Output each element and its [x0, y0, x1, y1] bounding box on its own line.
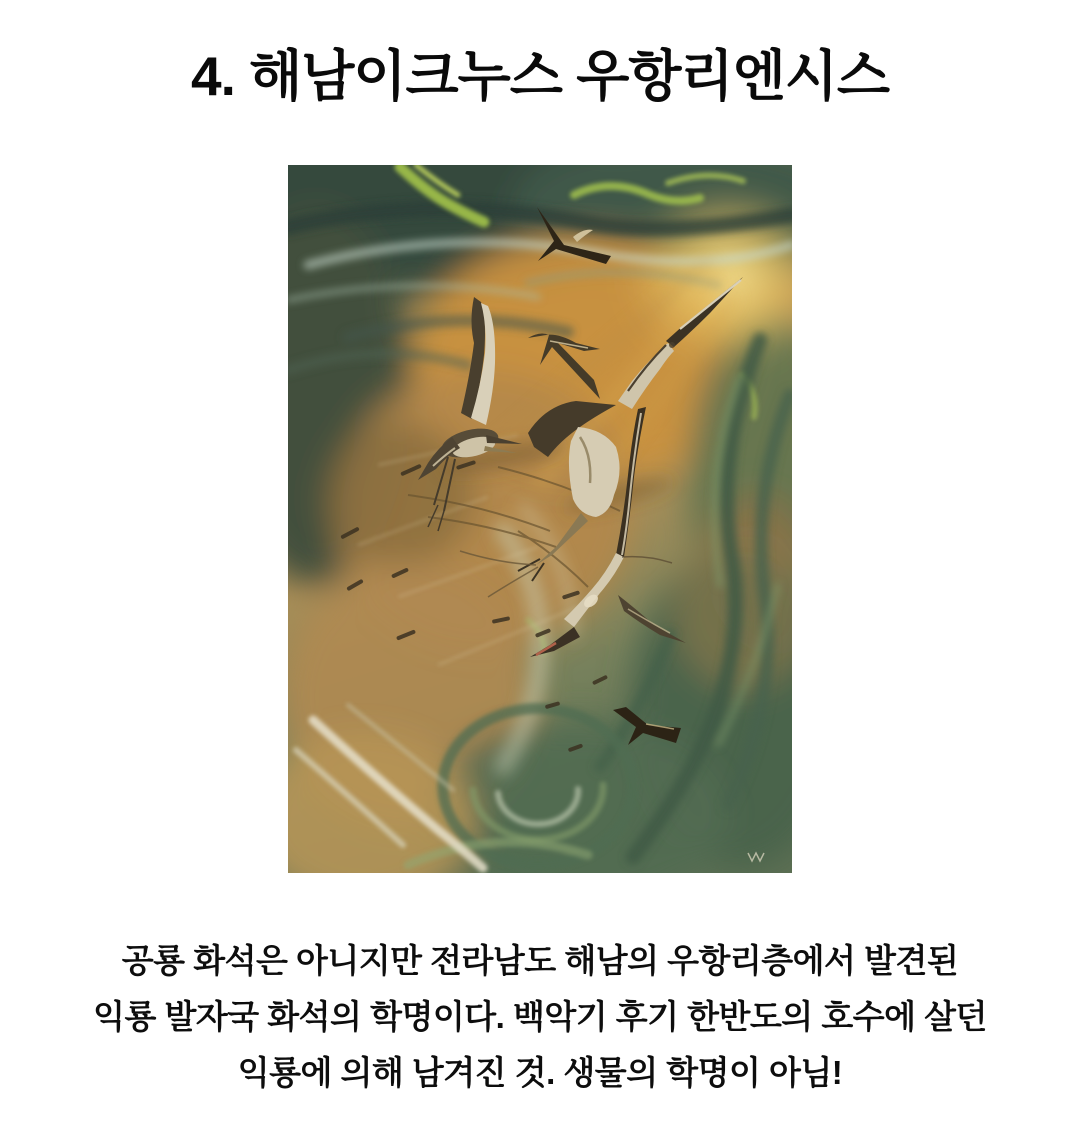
- caption-line-2: 익룡 발자국 화석의 학명이다. 백악기 후기 한반도의 호수에 살던: [93, 998, 987, 1035]
- pterosaur-painting: [288, 165, 792, 873]
- painting-canvas: [288, 165, 792, 873]
- caption: [0, 933, 1080, 1101]
- page-title: 4. 해남이크누스 우항리엔시스: [191, 45, 889, 107]
- caption-line-1: 공룡 화석은 아니지만 전라남도 해남의 우항리층에서 발견된: [121, 942, 959, 979]
- caption-line-3: 익룡에 의해 남겨진 것. 생물의 학명이 아님!: [237, 1054, 843, 1091]
